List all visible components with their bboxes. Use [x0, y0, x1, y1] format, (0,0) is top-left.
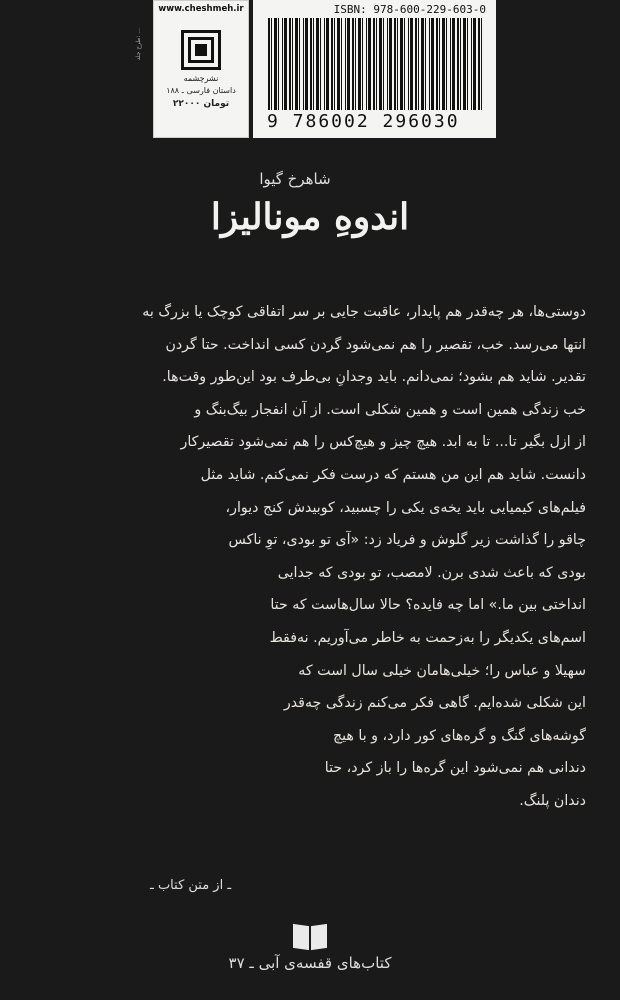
blurb-line: دندانی هم نمی‌شود این گره‌ها را باز کرد، حتا	[324, 760, 586, 777]
book-title: اندوهِ مونالیزا	[210, 196, 410, 238]
blurb-line: گوشه‌های گنگ و گره‌های کور دارد، و با هیچ	[332, 727, 586, 744]
blurb-line: فیلم‌های کیمیایی باید یخه‌ی یکی را چسبید، کوبیدش کنج دیوار،	[225, 499, 586, 516]
publisher-logo-icon	[181, 30, 221, 70]
blurb-text	[40, 296, 586, 818]
barcode-icon	[268, 18, 483, 110]
blurb-line: انداختی بین ما.» اما چه فایده؟ حالا سال‌هاست که حتا	[270, 597, 586, 614]
isbn-label: ISBN: 978-600-229-603-0	[333, 3, 486, 16]
source-caption: ـ از متن کتاب ـ	[150, 878, 232, 893]
publisher-url: www.cheshmeh.ir	[158, 4, 244, 14]
blurb-line: خب زندگی همین است و همین شکلی است. از آن انفجار بیگ‌بنگ و	[194, 401, 586, 418]
isbn-panel	[253, 0, 496, 138]
series-footer: کتاب‌های قفسه‌ی آبی ـ ۳۷	[228, 954, 392, 972]
blurb-line: انتها می‌رسد. خب، تقصیر را هم نمی‌شود گردن کسی انداخت. حتا گردن	[165, 336, 586, 353]
book-series-icon	[290, 925, 330, 951]
blurb-line: چاقو را گذاشت زیر گلوش و فریاد زد: «آی تو بودی، توِ ناکس	[228, 532, 586, 549]
blurb-line: اسم‌های یکدیگر را به‌زحمت به خاطر می‌آوریم. نه‌فقط	[269, 629, 586, 646]
blurb-line: بودی که باعث شدی برن. لامصب، تو بودی که جدایی	[277, 564, 586, 581]
blurb-line: این شکلی شده‌ایم. گاهی فکر می‌کنم زندگی چه‌قدر	[283, 695, 586, 712]
author-name: شاهرخ گیوا	[259, 170, 331, 188]
publisher-series: داستان فارسی ـ ۱۸۸	[166, 86, 236, 95]
blurb-line: دانست. شاید هم این من هستم که درست فکر نمی‌کنم. شاید مثل	[200, 466, 586, 483]
side-note: طرح جلد: ...	[135, 28, 142, 61]
publisher-name: نشرچشمه	[183, 74, 219, 83]
blurb-line: سهیلا و عباس را؛ خیلی‌هامان خیلی سال است که	[298, 662, 586, 679]
blurb-line: دوستی‌ها، هر چه‌قدر هم پایدار، عاقبت جایی بر سر اتفاقی کوچک یا بزرگ به	[142, 304, 586, 320]
blurb-line: از ازل بگیر تا... تا به ابد. هیچ چیز و هیچ‌کس را هم نمی‌شود تقصیرکار	[180, 434, 586, 451]
blurb-line: دندان پلنگ.	[519, 792, 586, 809]
price-label: ۲۲۰۰۰ تومان	[172, 99, 230, 109]
barcode-digits: 9 786002 296030	[267, 111, 460, 132]
publisher-panel	[153, 0, 249, 138]
blurb-line: تقدیر. شاید هم بشود؛ نمی‌دانم. باید وجدانِ بی‌طرف بود این‌طور وقت‌ها.	[162, 369, 586, 386]
